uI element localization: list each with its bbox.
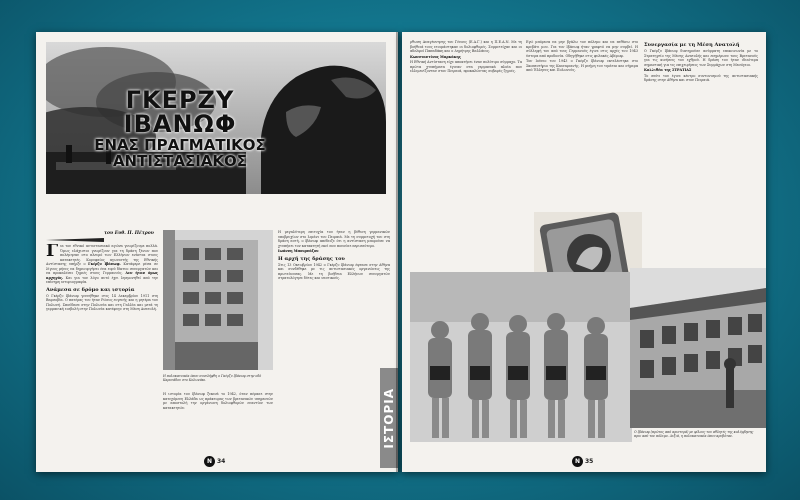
intro-name: Γκέρζυ Ιβάνωφ.	[88, 262, 121, 266]
headline-line3: ΑΝΤΙΣΤΑΣΙΑΚΟΣ	[112, 152, 248, 170]
headline-line2: ΕΝΑΣ ΠΡΑΓΜΑΤΙΚΟΣ	[94, 136, 266, 154]
page-logo-icon-right: N	[572, 456, 583, 467]
right-column-3	[644, 40, 758, 220]
section-heading-1: Ανάμεσα σε δρόμο και ιστορία	[46, 286, 135, 293]
right-section-heading: Συνεργασία με τη Μέση Ανατολή	[644, 42, 740, 48]
left-column-2	[163, 392, 273, 454]
swimmers-photo	[410, 272, 632, 442]
right-page	[402, 32, 766, 472]
col3-text: Η μεγαλύτερη επιτυχία του ήταν η βύθιση γερμανικών υποβρυχίων στο λιμάνι του Πειραιά. Με τη συμμετοχή του στη δράση αυτή, ο Ιβάνωφ απέδειξε ότι η αντίσταση μπορούσε να χτυπήσει τον κατακτητή εκεί που πονούσε περισσότερο.	[278, 230, 390, 248]
right-col3-text: Ο Γκέρζυ Ιβάνωφ διατηρούσε ασύρματη επικοινωνία με το Στρατηγείο της Μέσης Ανατολής και ενημέρωνε τους Βρετανούς για τις κινήσεις του εχθρού. Η δράση του ήταν ιδιαίτερα σημαντική για τις επιχειρήσεις των Συμμάχων στη Μεσόγειο.	[644, 49, 758, 67]
left-photo-caption: Η πολυκατοικία όπου συνελήφθη ο Γκέρζυ Ιβάνωφ στην οδό Καρνεάδου στο Κολωνάκι.	[163, 374, 262, 383]
right-page-number-text: 35	[585, 458, 594, 465]
col2-text: Η ιστορία του Ιβάνωφ ξεκινά το 1942, όταν πέρασε στην κατεχόμενη Ελλάδα ως πράκτορας των βρετανικών υπηρεσιών με αποστολή την οργάνωση δολιοφθορών εναντίον των κατακτητών.	[163, 392, 273, 410]
section-heading-2: Η αρχή της δράσης του	[278, 255, 345, 262]
right-col3-bold: Καλλιθέα της ΣΤΡΑΤΙΑΣ	[644, 68, 692, 72]
page-logo-icon: N	[204, 456, 215, 467]
intro-quote: Δεν ήταν όμως αρχηγός.	[46, 271, 158, 280]
building-photo	[163, 230, 273, 370]
right-building-photo	[630, 268, 766, 428]
left-column-3	[278, 230, 390, 454]
right-column-1	[410, 40, 522, 250]
headline-line1: ΓΚΕΡΖΥ ΙΒΑΝΩΦ	[123, 86, 237, 138]
byline-bar	[46, 230, 156, 240]
left-column-1	[46, 244, 158, 454]
intro-text-2: Κατάφερε μέσα σε λίγους μήνες να δημιουργήσει ένα ευρύ δίκτυο συνεργατών και να προκαλέσει ζημιές στους Γερμανούς.	[46, 262, 158, 275]
right-col1-text: ρθωση Αναγέννησης του Γένους (Ε.Α.Γ.) και η Π.Ε.Α.Ν. Με τη βοήθειά τους ετοιμάστηκαν οι δολιοφθορές. Συμμετείχαν και οι αδελφοί Παπαδάκη και ο Δημήτρης Βαλλάνος.	[410, 40, 522, 53]
intro-text-3: Και για τον λόγο αυτό έχει λησμονηθεί από την επίσημη ιστοριογραφία.	[46, 275, 158, 284]
right-col1-text-2: Η Εθνική Αντίσταση είχε αποκτήσει έναν πολύτιμο σύμμαχο. Τα πρώτα χτυπήματα έγιναν στα γερμανικά πλοία που ελλιμενίζονταν στον Πειραιά, προκαλώντας σοβαρές ζημιές.	[410, 60, 522, 73]
right-col2-text: Εγώ μπόρεσα να μην βγάλω τον πόλεμο και να πεθάνω στο κρεβάτι μου. Για τον Ιβάνωφ ήταν γραφτό να μην συμβεί. Η σύλληψή του από τους Γερμανούς έγινε στις αρχές του 1943 ύστερα από προδοσία. Οδηγήθηκε στις φυλακές Αβέρωφ.	[526, 40, 638, 58]
intro-text: ια τον εθνικό αντιστασιακό αγώνα γνωρίζουμε πολλά. Όμως ελάχιστοι γνωρίζουν για τη δράση ξένων που πολέμησαν στο πλευρό των Ελλήνων ενάντια στους κατακτητές. Κορυφαίος αγωνιστής της Εθνικής Αντίστασης υπήρξε ο	[46, 244, 158, 266]
drop-cap: Γ	[46, 244, 59, 261]
section-1-text: Ο Γκέρζυ Ιβάνωφ γεννήθηκε στις 14 Δεκεμβρίου 1911 στη Βαρσοβία. Ο πατέρας του ήταν Ρώσος ευγενής και η μητέρα του Πολωνή. Σπούδασε στην Πολωνία και στη Γαλλία και μετά τη γερμανική εισβολή στην Πολωνία κατέφυγε στη Μέση Ανατολή.	[46, 293, 158, 311]
left-page-number	[204, 456, 225, 467]
right-page-number	[572, 456, 593, 467]
right-col1-name: Κωνσταντίνος Μαρκάκης	[410, 54, 461, 59]
section-2-text: Στις 13 Οκτωβρίου 1942 ο Γκέρζυ Ιβάνωφ έφτασε στην Αθήνα και συνδέθηκε με τις αντιστασιακές οργανώσεις της πρωτεύουσας. Με τη βοήθεια Ελλήνων συνεργατών στρατολόγησε δύτες και ναυτικούς.	[278, 262, 390, 280]
side-label-text: ΙΣΤΟΡΙΑ	[382, 387, 396, 449]
hero-image	[46, 42, 386, 194]
headline	[80, 88, 280, 169]
right-photo-caption: Ο Ιβάνωφ (πρώτος από αριστερά) με φίλους του αθλητές της κολύμβησης πριν από τον πόλεμο. Δεξιά, η πολυκατοικία όπου κρυβόταν.	[634, 430, 754, 439]
byline: του Ευθ. Π. Πέτρου	[104, 231, 154, 236]
right-col3-text-2: Το σπίτι του έγινε κέντρο συντονισμού της αντιστασιακής δράσης στην Αθήνα και στον Πειραιά.	[644, 73, 758, 82]
left-page-number-text: 34	[217, 458, 226, 465]
right-col2-text-2: Τον Ιούνιο του 1943 ο Γκέρζυ Ιβάνωφ εκτελέστηκε στο Σκοπευτήριο της Καισαριανής. Η μνήμη του τιμάται και σήμερα από Έλληνες και Πολωνούς.	[526, 59, 638, 72]
col3-name: Ιωάννη Μπουρνάζου	[278, 249, 319, 253]
right-column-2	[526, 40, 638, 210]
left-page	[36, 32, 398, 472]
